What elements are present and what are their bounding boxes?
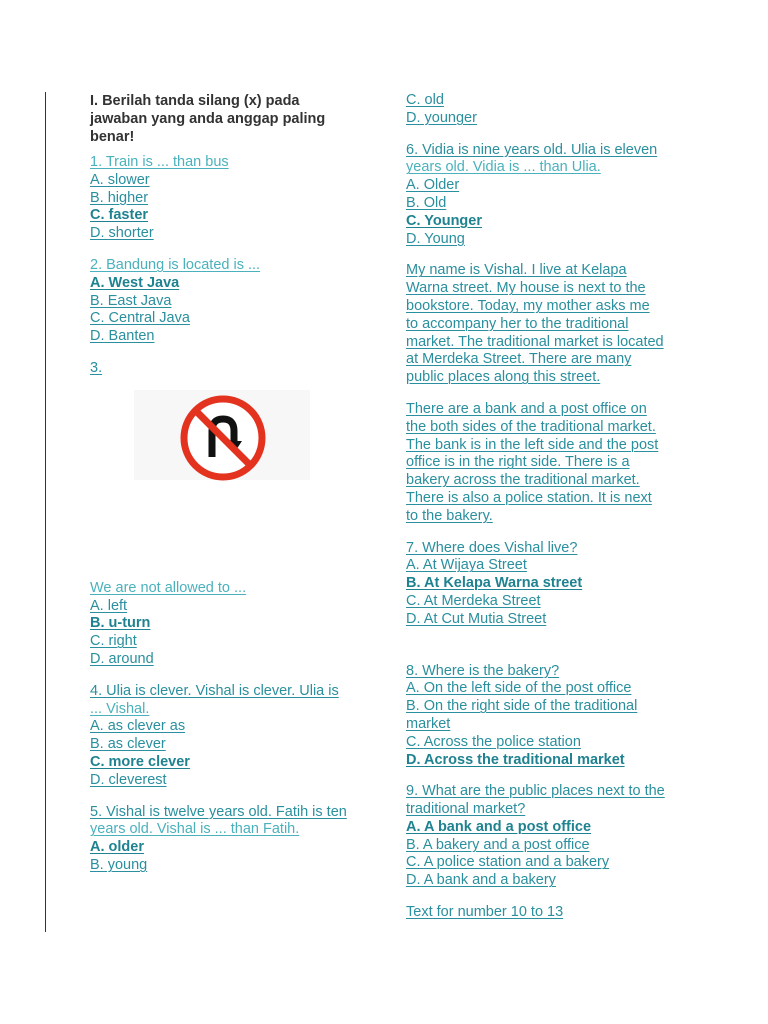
option-c[interactable]: C. At Merdeka Street	[406, 592, 541, 609]
question-text[interactable]: 7. Where does Vishal live?	[406, 539, 578, 556]
question-text-line-2[interactable]: years old. Vishal is ... than Fatih.	[90, 821, 300, 838]
question-text[interactable]: 2. Bandung is located is ...	[90, 256, 261, 273]
option-c-answer[interactable]: C. more clever	[90, 753, 190, 770]
option-d[interactable]: D. Banten	[90, 328, 155, 345]
question-text-line-2[interactable]: ... Vishal.	[90, 700, 150, 717]
option-d[interactable]: D. cleverest	[90, 771, 167, 788]
left-column	[90, 92, 380, 875]
option-a[interactable]: A. slower	[90, 171, 150, 188]
question-text-line-1[interactable]: 4. Ulia is clever. Vishal is clever. Ulia is	[90, 682, 339, 699]
option-a[interactable]: A. left	[90, 597, 128, 614]
reading-passage-2: There are a bank and a post office on the both sides of the traditional market. The bank is in the left side and the post office is in the right side. There is a bakery across the traditional market. There is also a police station. It is next to the bakery.	[406, 400, 659, 524]
option-a[interactable]: A. At Wijaya Street	[406, 557, 527, 574]
question-text[interactable]: 1. Train is ... than bus	[90, 154, 229, 170]
page-margin-line	[45, 92, 46, 932]
question-3	[90, 360, 380, 669]
question-1	[90, 154, 380, 243]
question-number[interactable]: 3.	[90, 359, 103, 376]
question-7	[406, 540, 696, 629]
option-a-answer[interactable]: A. older	[90, 839, 144, 856]
option-d[interactable]: D. Young	[406, 230, 465, 247]
option-b[interactable]: B. A bakery and a post office	[406, 836, 590, 853]
option-b-answer[interactable]: B. u-turn	[90, 615, 151, 632]
option-b[interactable]: B. as clever	[90, 736, 166, 753]
option-b[interactable]: B. Old	[406, 194, 447, 211]
right-column	[406, 92, 696, 922]
question-4	[90, 683, 380, 790]
option-b-answer[interactable]: B. At Kelapa Warna street	[406, 575, 583, 592]
option-d[interactable]: D. younger	[406, 109, 477, 126]
question-text-line-1[interactable]: 5. Vishal is twelve years old. Fatih is ten	[90, 803, 347, 820]
question-text-line-1[interactable]: 6. Vidia is nine years old. Ulia is eleven	[406, 141, 658, 158]
option-b[interactable]: B. higher	[90, 189, 149, 206]
footer-text[interactable]: Text for number 10 to 13	[406, 904, 564, 921]
option-d-answer[interactable]: D. Across the traditional market	[406, 751, 625, 768]
option-c[interactable]: C. right	[90, 633, 137, 650]
question-9	[406, 783, 696, 890]
question-2	[90, 257, 380, 346]
reading-passage-1: My name is Vishal. I live at Kelapa Warna street. My house is next to the bookstore. Today, my mother asks me to accompany her to the traditional market. The traditional market is located at Merdeka Street. There are many public places along this street.	[406, 262, 664, 386]
option-d[interactable]: D. shorter	[90, 225, 154, 242]
option-c[interactable]: C. A police station and a bakery	[406, 854, 610, 871]
option-c-answer[interactable]: C. faster	[90, 207, 149, 224]
question-8	[406, 663, 696, 770]
option-b-line-1[interactable]: B. On the right side of the traditional	[406, 698, 638, 715]
question-text-line-2[interactable]: traditional market?	[406, 801, 526, 818]
option-c[interactable]: C. Central Java	[90, 310, 190, 327]
question-6	[406, 142, 696, 249]
option-a[interactable]: A. On the left side of the post office	[406, 680, 632, 697]
option-c[interactable]: C. Across the police station	[406, 733, 581, 750]
option-b[interactable]: B. East Java	[90, 292, 172, 309]
option-b-line-2[interactable]: market	[406, 715, 451, 732]
question-text-line-1[interactable]: 9. What are the public places next to the	[406, 783, 665, 800]
question-text[interactable]: We are not allowed to ...	[90, 579, 247, 596]
option-a[interactable]: A. as clever as	[90, 718, 186, 735]
option-a[interactable]: A. Older	[406, 177, 460, 194]
option-c[interactable]: C. old	[406, 92, 444, 108]
option-a-answer[interactable]: A. A bank and a post office	[406, 818, 592, 835]
option-d[interactable]: D. A bank and a bakery	[406, 872, 556, 889]
no-u-turn-sign-image	[134, 390, 310, 480]
question-text[interactable]: 8. Where is the bakery?	[406, 662, 560, 679]
option-a-answer[interactable]: A. West Java	[90, 274, 180, 291]
instruction-heading: I. Berilah tanda silang (x) pada jawaban yang anda anggap paling benar!	[90, 93, 326, 145]
option-b[interactable]: B. young	[90, 856, 148, 873]
option-c-answer[interactable]: C. Younger	[406, 212, 482, 229]
option-d[interactable]: D. At Cut Mutia Street	[406, 610, 547, 627]
question-5-continued	[406, 92, 696, 128]
question-5	[90, 804, 380, 875]
question-text-line-2[interactable]: years old. Vidia is ... than Ulia.	[406, 159, 601, 176]
no-u-turn-icon	[178, 393, 268, 483]
option-d[interactable]: D. around	[90, 650, 154, 667]
